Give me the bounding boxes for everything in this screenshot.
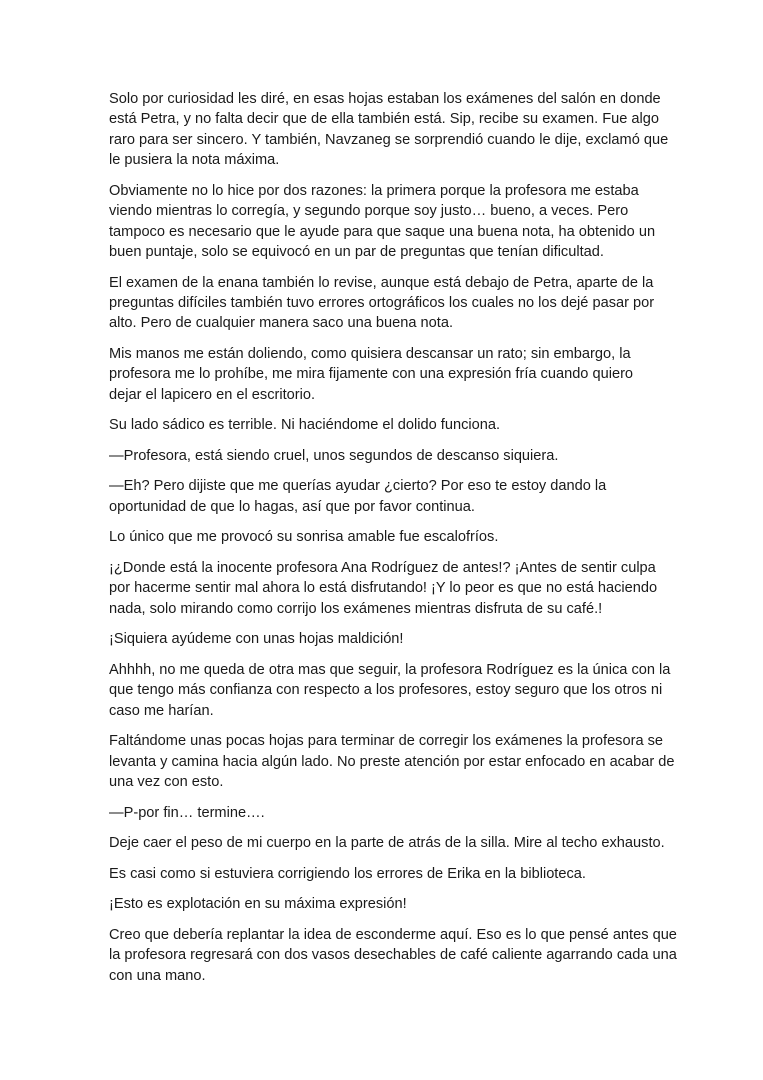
text-line: Faltándome unas pocas hojas para terminar de corregir los exámenes la profesora se (109, 733, 664, 750)
text-line: le pusiera la nota máxima. (109, 152, 280, 169)
paragraph (109, 660, 671, 721)
text-line: ¡Siquiera ayúdeme con unas hojas maldición! (109, 631, 404, 648)
text-line: buen puntaje, solo se equivocó en un par de preguntas que tenían dificultad. (109, 243, 604, 260)
text-line: dejar el lapicero en el escritorio. (109, 386, 316, 403)
text-line: Solo por curiosidad les diré, en esas hojas estaban los exámenes del salón en donde (109, 91, 661, 107)
text-line: Mis manos me están doliendo, como quisiera descansar un rato; sin embargo, la (109, 345, 631, 362)
text-line: ¡Esto es explotación en su máxima expresión! (109, 896, 407, 913)
text-line: oportunidad de que lo hagas, así que por favor continua. (109, 498, 475, 515)
text-line: —Eh? Pero dijiste que me querías ayudar ¿cierto? Por eso te estoy dando la (109, 478, 607, 495)
text-line: la profesora regresará con dos vasos desechables de café caliente agarrando cada una (109, 947, 677, 964)
text-line: levanta y camina hacia algún lado. No preste atención por estar enfocado en acabar de (109, 753, 675, 770)
text-line: Deje caer el peso de mi cuerpo en la parte de atrás de la silla. Mire al techo exhausto. (109, 835, 665, 852)
text-line: Es casi como si estuviera corrigiendo los errores de Erika en la biblioteca. (109, 865, 586, 882)
paragraph (109, 925, 677, 986)
text-line: está Petra, y no falta decir que de ella también está. Sip, recibe su examen. Fue algo (109, 111, 660, 128)
paragraph (109, 273, 655, 334)
paragraph (109, 864, 655, 884)
paragraph (109, 558, 658, 619)
paragraph (109, 446, 655, 466)
paragraph (109, 527, 655, 547)
text-line: Ahhhh, no me queda de otra mas que seguir, la profesora Rodríguez es la única con la (109, 661, 671, 678)
text-line: que tengo más confianza con respecto a los profesores, estoy seguro que los otros ni (109, 682, 663, 699)
text-line: preguntas difíciles también tuvo errores ortográficos los cuales no los dejé pasar por (109, 294, 655, 311)
text-line: —Profesora, está siendo cruel, unos segundos de descanso siquiera. (109, 447, 559, 464)
text-line: raro para ser sincero. Y también, Navzaneg se sorprendió cuando le dije, exclamó que (109, 131, 669, 148)
text-line: viendo mientras lo corregía, y segundo porque soy justo… bueno, a veces. Pero (109, 203, 629, 220)
paragraph (109, 803, 655, 823)
text-line: alto. Pero de cualquier manera saco una buena nota. (109, 315, 454, 332)
text-line: profesora me lo prohíbe, me mira fijamente con una expresión fría cuando quiero (109, 366, 634, 383)
text-line: Creo que debería replantar la idea de esconderme aquí. Eso es lo que pensé antes que (109, 926, 677, 943)
text-line: Lo único que me provocó su sonrisa amable fue escalofríos. (109, 529, 499, 546)
paragraph (109, 89, 669, 171)
text-line: caso me harían. (109, 702, 214, 719)
paragraph (109, 344, 655, 405)
text-line: tampoco es necesario que le ayude para que saque una buena nota, ha obtenido un (109, 223, 656, 240)
text-line: El examen de la enana también lo revise, aunque está debajo de Petra, aparte de la (109, 274, 654, 291)
text-line: Obviamente no lo hice por dos razones: la primera porque la profesora me estaba (109, 182, 639, 199)
paragraph (109, 476, 655, 517)
body-text (109, 89, 677, 996)
paragraph (109, 833, 665, 853)
paragraph (109, 731, 675, 792)
paragraph (109, 181, 655, 263)
text-line: una vez con esto. (109, 774, 224, 790)
text-line: ¡¿Donde está la inocente profesora Ana Rodríguez de antes!? ¡Antes de sentir culpa (109, 559, 656, 576)
text-line: con una mano. (109, 967, 206, 984)
text-line: nada, solo mirando como corrijo los exámenes mientras disfruta de su café.! (109, 600, 603, 617)
text-line: Su lado sádico es terrible. Ni haciéndome el dolido funciona. (109, 417, 501, 434)
paragraph (109, 629, 655, 649)
text-line: por hacerme sentir mal ahora lo está disfrutando! ¡Y lo peor es que no está haciendo (109, 580, 658, 597)
paragraph (109, 894, 655, 914)
text-line: —P-por fin… termine…. (109, 804, 265, 821)
paragraph (109, 415, 655, 435)
